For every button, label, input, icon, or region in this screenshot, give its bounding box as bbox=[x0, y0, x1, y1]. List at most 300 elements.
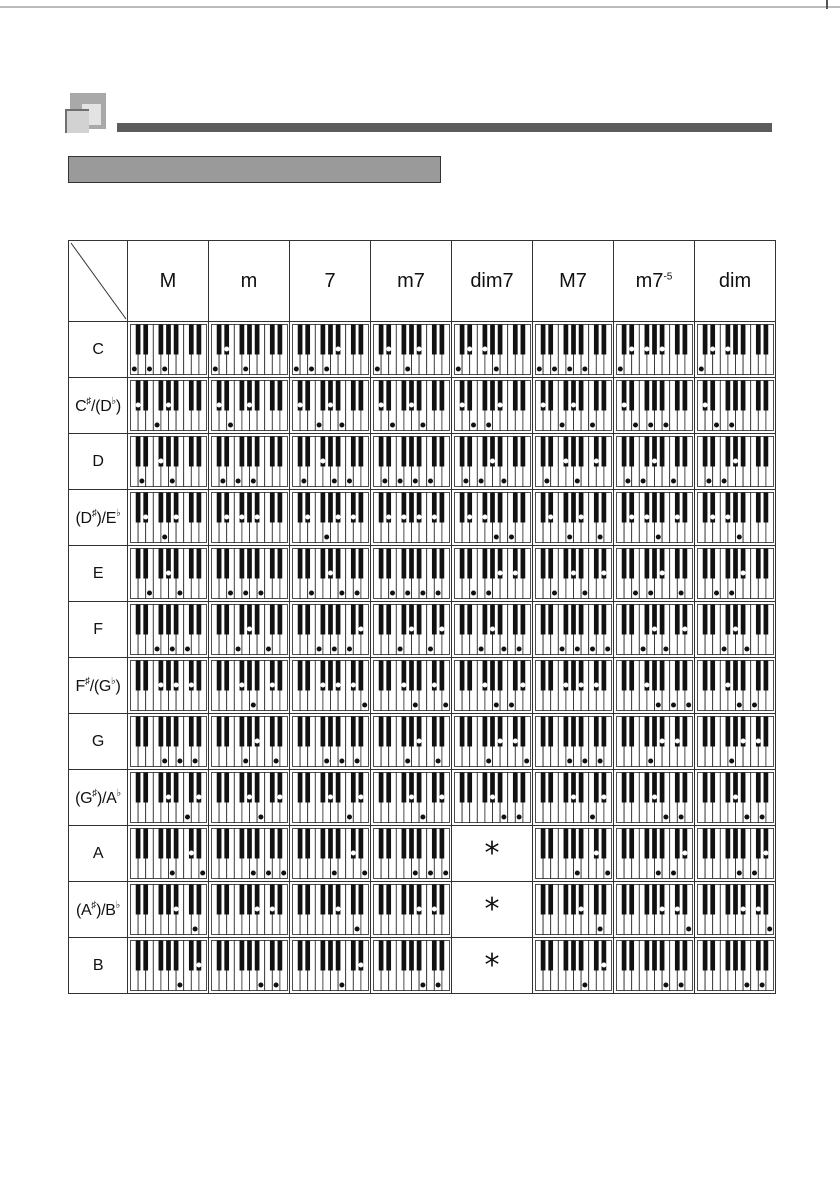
note-marker bbox=[763, 851, 767, 855]
note-marker bbox=[247, 627, 251, 631]
accidental-sign: ♭ bbox=[115, 899, 121, 911]
note-marker bbox=[729, 423, 733, 427]
note-marker bbox=[243, 367, 247, 371]
note-marker bbox=[517, 647, 521, 651]
black-key bbox=[378, 493, 383, 523]
black-key bbox=[571, 605, 576, 635]
black-key bbox=[166, 605, 171, 635]
keyboard-diagram bbox=[697, 660, 774, 711]
black-key bbox=[188, 885, 193, 915]
black-key bbox=[386, 773, 391, 803]
black-key bbox=[135, 829, 140, 859]
black-key bbox=[659, 605, 664, 635]
keyboard-diagram bbox=[454, 380, 531, 431]
black-key bbox=[755, 773, 760, 803]
black-key bbox=[224, 885, 229, 915]
black-key bbox=[710, 381, 715, 411]
keyboard-diagram bbox=[535, 828, 612, 879]
keyboard-diagram bbox=[130, 604, 207, 655]
black-key bbox=[378, 325, 383, 355]
black-key bbox=[158, 325, 163, 355]
chord-row bbox=[69, 882, 776, 938]
chord-cell bbox=[614, 546, 695, 602]
black-key bbox=[305, 661, 310, 691]
root-note-text: /(G bbox=[89, 677, 112, 695]
black-key bbox=[254, 437, 259, 467]
keyboard-diagram bbox=[292, 884, 369, 935]
black-key bbox=[401, 941, 406, 971]
note-marker bbox=[386, 347, 390, 351]
black-key bbox=[350, 773, 355, 803]
black-key bbox=[239, 773, 244, 803]
note-marker bbox=[760, 983, 764, 987]
black-key bbox=[702, 717, 707, 747]
note-marker bbox=[582, 367, 586, 371]
black-key bbox=[652, 549, 657, 579]
note-marker bbox=[486, 423, 490, 427]
note-marker bbox=[733, 795, 737, 799]
black-key bbox=[571, 829, 576, 859]
black-key bbox=[254, 549, 259, 579]
keyboard-diagram bbox=[535, 884, 612, 935]
chord-row bbox=[69, 602, 776, 658]
column-header-label: m7 bbox=[397, 269, 425, 292]
column-header bbox=[290, 241, 371, 322]
black-key bbox=[702, 941, 707, 971]
black-key bbox=[196, 381, 201, 411]
note-marker bbox=[741, 739, 745, 743]
black-key bbox=[601, 717, 606, 747]
note-marker bbox=[193, 759, 197, 763]
note-marker bbox=[601, 571, 605, 575]
black-key bbox=[143, 605, 148, 635]
black-key bbox=[644, 773, 649, 803]
black-key bbox=[659, 661, 664, 691]
root-note-text: C bbox=[75, 397, 87, 415]
black-key bbox=[725, 717, 730, 747]
keyboard-diagram bbox=[697, 604, 774, 655]
note-marker bbox=[436, 759, 440, 763]
chord-cell bbox=[695, 490, 776, 546]
black-key bbox=[269, 773, 274, 803]
root-note-label bbox=[69, 434, 128, 490]
black-key bbox=[358, 549, 363, 579]
note-marker bbox=[143, 515, 147, 519]
black-key bbox=[467, 549, 472, 579]
black-key bbox=[520, 605, 525, 635]
chord-cell bbox=[695, 322, 776, 378]
note-marker bbox=[544, 479, 548, 483]
black-key bbox=[416, 437, 421, 467]
note-marker bbox=[633, 423, 637, 427]
black-key bbox=[320, 605, 325, 635]
black-key bbox=[563, 493, 568, 523]
black-key bbox=[409, 437, 414, 467]
black-key bbox=[439, 381, 444, 411]
black-key bbox=[416, 941, 421, 971]
black-key bbox=[644, 717, 649, 747]
chord-cell bbox=[533, 602, 614, 658]
chord-cell bbox=[533, 490, 614, 546]
chord-cell bbox=[452, 658, 533, 714]
note-marker bbox=[336, 683, 340, 687]
note-marker bbox=[196, 795, 200, 799]
accidental-sign: ♭ bbox=[116, 507, 121, 519]
chord-cell bbox=[452, 938, 533, 994]
chord-cell bbox=[290, 490, 371, 546]
root-note-text: ) bbox=[115, 397, 121, 415]
note-marker bbox=[347, 815, 351, 819]
black-key bbox=[431, 717, 436, 747]
keyboard-diagram bbox=[454, 492, 531, 543]
chord-cell bbox=[695, 378, 776, 434]
black-key bbox=[682, 437, 687, 467]
note-marker bbox=[401, 515, 405, 519]
black-key bbox=[490, 493, 495, 523]
note-marker bbox=[598, 759, 602, 763]
black-key bbox=[740, 381, 745, 411]
note-marker bbox=[594, 851, 598, 855]
black-key bbox=[431, 941, 436, 971]
black-key bbox=[520, 549, 525, 579]
note-marker bbox=[467, 347, 471, 351]
black-key bbox=[297, 773, 302, 803]
black-key bbox=[239, 437, 244, 467]
black-key bbox=[593, 885, 598, 915]
note-marker bbox=[494, 535, 498, 539]
note-marker bbox=[660, 347, 664, 351]
root-note-text: C bbox=[92, 340, 104, 358]
note-marker bbox=[270, 907, 274, 911]
note-marker bbox=[501, 479, 505, 483]
black-key bbox=[239, 941, 244, 971]
column-header bbox=[371, 241, 452, 322]
note-marker bbox=[243, 591, 247, 595]
note-marker bbox=[247, 403, 251, 407]
black-key bbox=[431, 381, 436, 411]
black-key bbox=[702, 773, 707, 803]
note-marker bbox=[386, 515, 390, 519]
note-marker bbox=[409, 627, 413, 631]
black-key bbox=[350, 885, 355, 915]
black-key bbox=[305, 717, 310, 747]
column-header-label: dim bbox=[718, 269, 752, 292]
black-key bbox=[247, 549, 252, 579]
note-marker bbox=[375, 367, 379, 371]
black-key bbox=[601, 661, 606, 691]
black-key bbox=[378, 829, 383, 859]
note-marker bbox=[498, 571, 502, 575]
keyboard-diagram bbox=[130, 772, 207, 823]
black-key bbox=[763, 885, 768, 915]
keyboard-diagram bbox=[373, 660, 450, 711]
keyboard-diagram bbox=[535, 716, 612, 767]
black-key bbox=[674, 437, 679, 467]
root-note-text: B bbox=[92, 956, 104, 974]
black-key bbox=[601, 325, 606, 355]
keyboard-diagram bbox=[292, 380, 369, 431]
note-marker bbox=[622, 403, 626, 407]
chord-cell bbox=[614, 826, 695, 882]
keyboard-diagram bbox=[616, 548, 693, 599]
black-key bbox=[710, 773, 715, 803]
black-key bbox=[520, 437, 525, 467]
black-key bbox=[401, 381, 406, 411]
keyboard-diagram bbox=[697, 716, 774, 767]
note-marker bbox=[594, 459, 598, 463]
black-key bbox=[740, 829, 745, 859]
black-key bbox=[254, 325, 259, 355]
black-key bbox=[416, 605, 421, 635]
black-key bbox=[277, 717, 282, 747]
black-key bbox=[247, 493, 252, 523]
black-key bbox=[629, 773, 634, 803]
note-marker bbox=[332, 871, 336, 875]
black-key bbox=[548, 941, 553, 971]
black-key bbox=[563, 829, 568, 859]
black-key bbox=[497, 661, 502, 691]
note-marker bbox=[582, 591, 586, 595]
column-header-label: m bbox=[240, 269, 258, 292]
keyboard-diagram bbox=[616, 772, 693, 823]
note-marker bbox=[177, 591, 181, 595]
keyboard-diagram bbox=[535, 940, 612, 991]
black-key bbox=[571, 437, 576, 467]
note-marker bbox=[155, 647, 159, 651]
note-marker bbox=[217, 403, 221, 407]
note-marker bbox=[737, 871, 741, 875]
black-key bbox=[431, 549, 436, 579]
chord-cell bbox=[371, 770, 452, 826]
note-marker bbox=[598, 927, 602, 931]
black-key bbox=[497, 605, 502, 635]
black-key bbox=[710, 885, 715, 915]
chord-cell bbox=[614, 714, 695, 770]
black-key bbox=[135, 717, 140, 747]
note-marker bbox=[737, 535, 741, 539]
black-key bbox=[482, 773, 487, 803]
black-key bbox=[254, 773, 259, 803]
note-marker bbox=[482, 347, 486, 351]
keyboard-diagram bbox=[211, 548, 288, 599]
note-marker bbox=[147, 367, 151, 371]
black-key bbox=[401, 325, 406, 355]
black-key bbox=[401, 549, 406, 579]
note-marker bbox=[571, 571, 575, 575]
section-marker-front bbox=[65, 109, 89, 133]
black-key bbox=[540, 605, 545, 635]
black-key bbox=[674, 549, 679, 579]
chord-cell bbox=[695, 434, 776, 490]
note-marker bbox=[228, 591, 232, 595]
root-note-label bbox=[69, 770, 128, 826]
keyboard-diagram bbox=[130, 380, 207, 431]
chord-cell bbox=[290, 882, 371, 938]
black-key bbox=[350, 549, 355, 579]
chord-chart-table bbox=[68, 240, 776, 994]
black-key bbox=[459, 325, 464, 355]
column-header-row bbox=[69, 241, 776, 322]
black-key bbox=[644, 437, 649, 467]
black-key bbox=[755, 381, 760, 411]
black-key bbox=[682, 773, 687, 803]
root-note-label bbox=[69, 714, 128, 770]
black-key bbox=[143, 773, 148, 803]
black-key bbox=[216, 549, 221, 579]
keyboard-diagram bbox=[535, 604, 612, 655]
note-marker bbox=[196, 963, 200, 967]
note-marker bbox=[513, 739, 517, 743]
black-key bbox=[277, 605, 282, 635]
chord-cell bbox=[695, 826, 776, 882]
black-key bbox=[439, 885, 444, 915]
note-marker bbox=[675, 739, 679, 743]
note-marker bbox=[332, 647, 336, 651]
black-key bbox=[378, 549, 383, 579]
chord-cell bbox=[614, 434, 695, 490]
chord-row bbox=[69, 378, 776, 434]
black-key bbox=[763, 493, 768, 523]
column-header-label: m7 bbox=[635, 269, 664, 292]
note-marker bbox=[590, 647, 594, 651]
black-key bbox=[652, 941, 657, 971]
black-key bbox=[305, 829, 310, 859]
black-key bbox=[578, 941, 583, 971]
black-key bbox=[416, 661, 421, 691]
black-key bbox=[702, 605, 707, 635]
black-key bbox=[629, 605, 634, 635]
root-note-label bbox=[69, 938, 128, 994]
black-key bbox=[166, 885, 171, 915]
note-marker bbox=[509, 535, 513, 539]
note-marker bbox=[309, 367, 313, 371]
black-key bbox=[431, 437, 436, 467]
black-key bbox=[682, 325, 687, 355]
black-key bbox=[386, 605, 391, 635]
chord-cell bbox=[209, 434, 290, 490]
column-header bbox=[209, 241, 290, 322]
accidental-sign: ♯ bbox=[92, 787, 97, 799]
black-key bbox=[158, 885, 163, 915]
keyboard-diagram bbox=[292, 940, 369, 991]
top-rule bbox=[0, 6, 840, 8]
black-key bbox=[196, 661, 201, 691]
note-marker bbox=[170, 871, 174, 875]
chord-row bbox=[69, 490, 776, 546]
black-key bbox=[269, 381, 274, 411]
accidental-sign: ♯ bbox=[85, 675, 90, 687]
black-key bbox=[644, 941, 649, 971]
black-key bbox=[578, 605, 583, 635]
black-key bbox=[239, 381, 244, 411]
black-key bbox=[682, 549, 687, 579]
note-marker bbox=[158, 459, 162, 463]
black-key bbox=[652, 381, 657, 411]
keyboard-diagram bbox=[373, 884, 450, 935]
black-key bbox=[593, 493, 598, 523]
chord-cell bbox=[128, 546, 209, 602]
note-marker bbox=[147, 591, 151, 595]
root-note-text: (A bbox=[75, 901, 92, 919]
black-key bbox=[563, 941, 568, 971]
keyboard-diagram bbox=[373, 604, 450, 655]
black-key bbox=[401, 885, 406, 915]
note-marker bbox=[560, 647, 564, 651]
black-key bbox=[725, 773, 730, 803]
black-key bbox=[490, 661, 495, 691]
root-note-text: (G bbox=[75, 789, 93, 807]
corner-mark bbox=[826, 0, 828, 9]
chord-cell bbox=[533, 322, 614, 378]
black-key bbox=[173, 605, 178, 635]
chord-cell bbox=[209, 714, 290, 770]
black-key bbox=[652, 661, 657, 691]
black-key bbox=[629, 941, 634, 971]
note-marker bbox=[382, 479, 386, 483]
black-key bbox=[659, 437, 664, 467]
note-marker bbox=[552, 591, 556, 595]
black-key bbox=[763, 773, 768, 803]
black-key bbox=[247, 829, 252, 859]
note-marker bbox=[162, 367, 166, 371]
black-key bbox=[350, 381, 355, 411]
keyboard-diagram bbox=[697, 884, 774, 935]
black-key bbox=[358, 437, 363, 467]
black-key bbox=[224, 381, 229, 411]
note-marker bbox=[579, 515, 583, 519]
chord-cell bbox=[695, 938, 776, 994]
chord-cell bbox=[452, 770, 533, 826]
note-marker bbox=[686, 927, 690, 931]
black-key bbox=[143, 941, 148, 971]
note-marker bbox=[339, 983, 343, 987]
chord-cell bbox=[695, 546, 776, 602]
accidental-sign: ♯ bbox=[91, 507, 97, 519]
black-key bbox=[305, 941, 310, 971]
black-key bbox=[710, 829, 715, 859]
black-key bbox=[652, 717, 657, 747]
note-marker bbox=[498, 403, 502, 407]
note-marker bbox=[336, 347, 340, 351]
black-key bbox=[733, 661, 738, 691]
column-header bbox=[128, 241, 209, 322]
note-marker bbox=[710, 347, 714, 351]
note-marker bbox=[170, 479, 174, 483]
chord-row bbox=[69, 434, 776, 490]
note-marker bbox=[490, 459, 494, 463]
black-key bbox=[629, 437, 634, 467]
black-key bbox=[224, 941, 229, 971]
black-key bbox=[578, 381, 583, 411]
note-marker bbox=[420, 591, 424, 595]
chord-cell bbox=[290, 602, 371, 658]
keyboard-diagram bbox=[535, 548, 612, 599]
note-marker bbox=[177, 983, 181, 987]
chord-cell bbox=[209, 770, 290, 826]
note-marker bbox=[575, 647, 579, 651]
black-key bbox=[135, 773, 140, 803]
chord-cell bbox=[128, 714, 209, 770]
note-marker bbox=[185, 815, 189, 819]
black-key bbox=[247, 717, 252, 747]
black-key bbox=[563, 885, 568, 915]
chord-cell bbox=[695, 714, 776, 770]
note-marker bbox=[463, 479, 467, 483]
note-marker bbox=[355, 759, 359, 763]
keyboard-diagram bbox=[454, 436, 531, 487]
chord-cell bbox=[371, 938, 452, 994]
note-marker bbox=[336, 907, 340, 911]
